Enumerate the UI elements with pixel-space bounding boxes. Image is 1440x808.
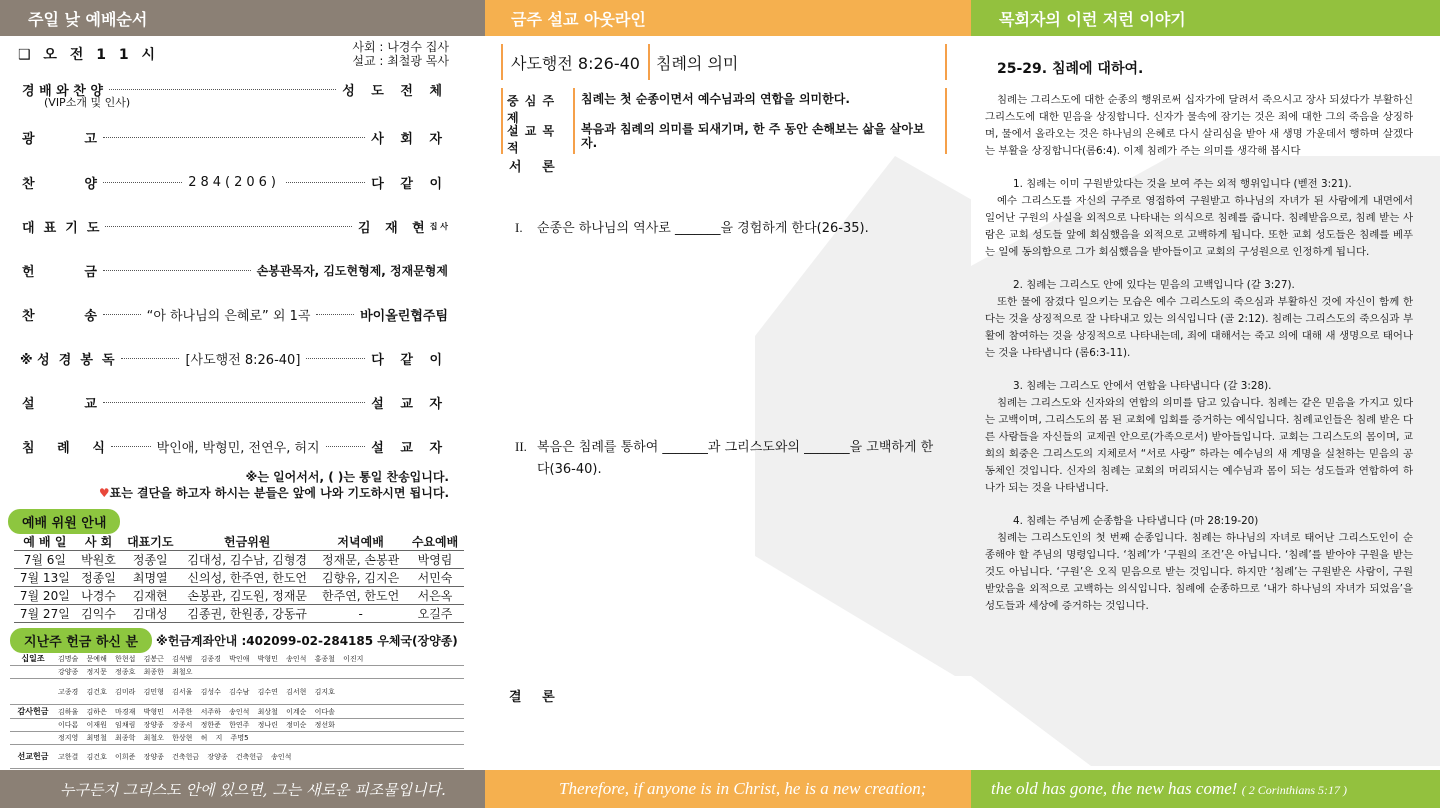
heart-icon: ♥: [98, 486, 110, 500]
order-detail: “아 하나님의 은혜로” 외 1곡: [146, 308, 311, 324]
preacher-line: 설교 : 최철광 목사: [352, 54, 449, 68]
order-leader: 바이올린협주팀: [360, 308, 449, 324]
order-leader: 설 교 자: [371, 396, 448, 412]
decision-note: ♥표는 결단을 하고자 하시는 분들은 앞에 나와 기도하시면 됩니다.: [98, 486, 449, 500]
order-leader: 김 재 현: [358, 220, 430, 236]
purpose-value: 복음과 침례의 의미를 되새기며, 한 주 동안 손해보는 삶을 살아보자.: [581, 122, 925, 150]
offering-account: ※헌금계좌안내 :402099-02-284185 우체국(장양종): [156, 634, 458, 648]
story-body: [985, 92, 1413, 615]
footer-verse-english-2: the old has gone, the new has come! ( 2 Corinthians 5:17 ): [971, 770, 1440, 808]
order-label: 찬 양: [22, 176, 97, 192]
table-row: 7월 20일 나경수 김재현 손봉관, 김도원, 정재문 한주연, 한도언 서은옥: [14, 587, 464, 605]
intro-heading: 서 론: [509, 160, 563, 175]
order-item-sermon: [22, 393, 448, 411]
theme-key: 중 심 주 제: [503, 88, 575, 130]
order-sub-note: (VIP소개 및 인사): [44, 96, 131, 109]
table-row: 강양종 정지문 정종호 최종한 최철오: [10, 666, 464, 679]
worship-order-column: [0, 36, 485, 770]
order-item-special-song: [22, 305, 448, 323]
table-row: 선교헌금 고한결 김건호 이희준 장양종 건축헌금 장양종 건축헌금 송인석: [10, 745, 464, 769]
committee-table: [14, 533, 464, 623]
header-worship-order: 주일 낮 예배순서: [0, 0, 485, 36]
sermon-purpose-row: [501, 118, 947, 154]
sermon-outline-column: [485, 36, 971, 770]
offering-title: 지난주 헌금 하신 분: [10, 628, 152, 653]
offering-table: [10, 652, 464, 769]
table-header-row: 예 배 일 사 회 대표기도 헌금위원 저녁예배 수요예배: [14, 533, 464, 551]
story-paragraph: 또한 물에 잠겼다 일으키는 모습은 예수 그리스도의 죽으심과 부활하신 것에 자신이 함께 한다는 것을 상징적으로 잘 나타내고 있는 의식입니다 (골 2:12). 침례는 그리스도의 죽으심과 부활에 참여하는 것을 상징적으로 나타내는데, 죄에 대해서는 죽고 의에 대해 새 생명으로 태어나는 것을 나타냅니다 (롬6:3-11).: [985, 296, 1413, 359]
order-label: 광 고: [22, 131, 97, 147]
order-leader-title: 집 사: [429, 221, 448, 231]
table-row: 이다롬 이재원 임채림 장양종 장종서 정한준 한연주 정나린 정미순 정선화: [10, 719, 464, 732]
story-subheading: 4. 침례는 주님께 순종함을 나타냅니다 (마 28:19-20): [1013, 515, 1259, 527]
story-paragraph: 침례는 그리스도와 신자와의 연합의 의미를 담고 있습니다. 침례는 같은 믿음을 가지고 있다는 고백이며, 그리스도의 몸 된 교회에 입회를 증거하는 예식입니다. 침례교인들은 침례 받은 다른 사람들을 자신들의 교제권 안으로(가족으로서) 받아들입니다. 교회는 그리스도의 몸이며, 교회의 회중은 그리스도의 지체로서 “서로 사랑” 하라는 예수님의 새 계명을 실천하는 믿음의 공동체인 것입니다. 신자의 침례는 교회의 머리되시는 예수님과 몸이 되는 성도들과 연합하여 하나가 되는 것을 나타냅니다.: [985, 397, 1413, 494]
table-row: 십일조 김명술 문예해 한현섭 김봉근 김석범 김종경 박인애 박형민 송인석 홍종철 이진지: [10, 652, 464, 666]
footer-verse-english-1: Therefore, if anyone is in Christ, he is a new creation;: [485, 770, 971, 808]
table-row: 감사헌금 김하율 김하은 마경재 박형민 서주한 서주하 송인석 최상철 이계순 이다솔: [10, 705, 464, 719]
footer-verse-korean: 누구든지 그리스도 안에 있으면, 그는 새로운 피조물입니다.: [0, 770, 485, 808]
footer-verse-reference: ( 2 Corinthians 5:17 ): [1241, 783, 1348, 797]
committee-title: 예배 위원 안내: [8, 509, 120, 534]
theme-value: 침례는 첫 순종이면서 예수님과의 연합을 의미한다.: [581, 92, 850, 106]
order-leader: 설 교 자: [371, 440, 449, 456]
story-paragraph: 예수 그리스도를 자신의 구주로 영접하여 구원받고 하나님의 자녀가 된 사람에게 내면에서 일어난 구원의 사실을 외적으로 나타내는 의식으로 침례를 줍니다. 침례받음으로, 침례 받는 사람은 교회 성도들 앞에 회심했음을 외적으로 고백하게 됩니다. 또한 교회 성도들은 침례를 베푸는 일에 동의함으로 그가 회심했음을 받아들이고 교회의 구성원으로 인정하게 됩니다.: [985, 195, 1413, 258]
sermon-title-box: [501, 44, 947, 80]
order-item-baptism: [22, 437, 448, 455]
pastor-story-column: [971, 36, 1440, 770]
table-row: 7월 13일 정종일 최명열 신의성, 한주연, 한도언 김향유, 김지은 서민숙: [14, 569, 464, 587]
sermon-title: 침례의 의미: [655, 53, 739, 73]
order-label: 경 배 와 찬 양: [22, 83, 103, 99]
order-label: 대 표 기 도: [22, 220, 100, 236]
order-item-hymn: [22, 173, 448, 191]
order-leader: 손봉관목자, 김도현형제, 정재문형제: [256, 263, 448, 278]
order-leader: 성 도 전 체: [342, 83, 448, 99]
order-detail: [사도행전 8:26-40]: [185, 352, 301, 368]
story-subheading: 3. 침례는 그리스도 안에서 연합을 나타냅니다 (갈 3:28).: [1013, 380, 1272, 392]
outline-point-2: II. 복음은 침례를 통하여 _______과 그리스도와의 _______을 고백하게 한다(36-40).: [515, 439, 934, 477]
order-label: 설 교: [22, 396, 97, 412]
order-detail: 284(206): [188, 174, 280, 190]
order-item-offering: [22, 261, 448, 279]
table-row: 정지영 최명철 최종학 최철오 한상현 허 지 주명5: [10, 732, 464, 745]
outline-point-1: I. 순종은 하나님의 역사로 _______을 경험하게 한다(26-35).: [515, 220, 869, 236]
header-pastor-story: 목회자의 이런 저런 이야기: [971, 0, 1440, 36]
story-paragraph: 침례는 그리스도인의 첫 번째 순종입니다. 침례는 하나님의 자녀로 태어난 그리스도인이 순종해야 할 주님의 명령입니다. ‘침례’가 ‘구원의 조건’은 아닙니다. ‘침례’를 받아야 구원을 받는 것도 아닙니다. ‘구원’은 오직 믿음으로 받는 것입니다. 하지만 ‘침례’는 구원받은 사람이, 구원받았음을 외적으로 고백하는 의식입니다. 침례에 순종하므로 ‘내가 하나님의 자녀가 되었음’을 성도들과 세상에 증거하는 것입니다.: [985, 532, 1413, 612]
order-leader: 다 같 이: [371, 176, 449, 192]
table-row: 7월 6일 박원호 정종일 김대성, 김수남, 김형경 정재문, 손봉관 박영림: [14, 551, 464, 569]
order-leader: 사 회 자: [371, 131, 448, 147]
sermon-reference: 사도행전 8:26-40: [503, 44, 650, 80]
order-label: 침 례 식: [22, 440, 105, 456]
story-title: 25-29. 침례에 대하여.: [997, 61, 1144, 77]
service-hosts: [352, 40, 449, 68]
story-subheading: 1. 침례는 이미 구원받았다는 것을 보여 주는 외적 행위입니다 (벧전 3:21).: [1013, 178, 1352, 190]
host-line: 사회 : 나경수 집사: [352, 40, 449, 54]
header-sermon-outline: 금주 설교 아웃라인: [485, 0, 971, 36]
conclusion-heading: 결 론: [509, 690, 563, 705]
offering-header: [10, 628, 458, 653]
story-paragraph: 침례는 그리스도에 대한 순종의 행위로써 십자가에 달려서 죽으시고 장사 되셨다가 부활하신 그리스도에 대한 믿음을 상징합니다. 신자가 물속에 잠기는 것은 죄에 대한 그의 죽음을 상징하며, 물에서 올라오는 것은 하나님의 은혜로 다시 살리심을 받아 새 생명 가운데서 행하며 살겠다는 부활을 상징합니다(롬6:4). 이제 침례가 주는 의미를 생각해 봅시다: [985, 94, 1413, 157]
order-item-announcement: [22, 128, 448, 146]
decorative-watermark: [695, 116, 971, 676]
order-label: ※ 성 경 봉 독: [20, 352, 115, 368]
standing-note: ※는 일어서서, ( )는 통일 찬송입니다.: [245, 470, 449, 484]
order-item-prayer: [22, 217, 448, 235]
table-row: 고종경 김건호 김미라 김민형 김서율 김성수 김수남 김수연 김서현 김지호: [10, 679, 464, 705]
service-time: ❑ 오 전 1 1 시: [18, 47, 159, 63]
story-subheading: 2. 침례는 그리스도 안에 있다는 믿음의 고백입니다 (갈 3:27).: [1013, 279, 1295, 291]
order-detail: 박인애, 박형민, 전연우, 허지: [156, 440, 320, 456]
order-item-scripture: [20, 349, 448, 367]
table-row: 7월 27일 김익수 김대성 김종권, 한원종, 강동규 - 오길주: [14, 605, 464, 623]
purpose-key: 설 교 목 적: [503, 118, 575, 154]
order-label: 헌 금: [22, 264, 97, 280]
order-leader: 다 같 이: [371, 352, 449, 368]
order-label: 찬 송: [22, 308, 97, 324]
